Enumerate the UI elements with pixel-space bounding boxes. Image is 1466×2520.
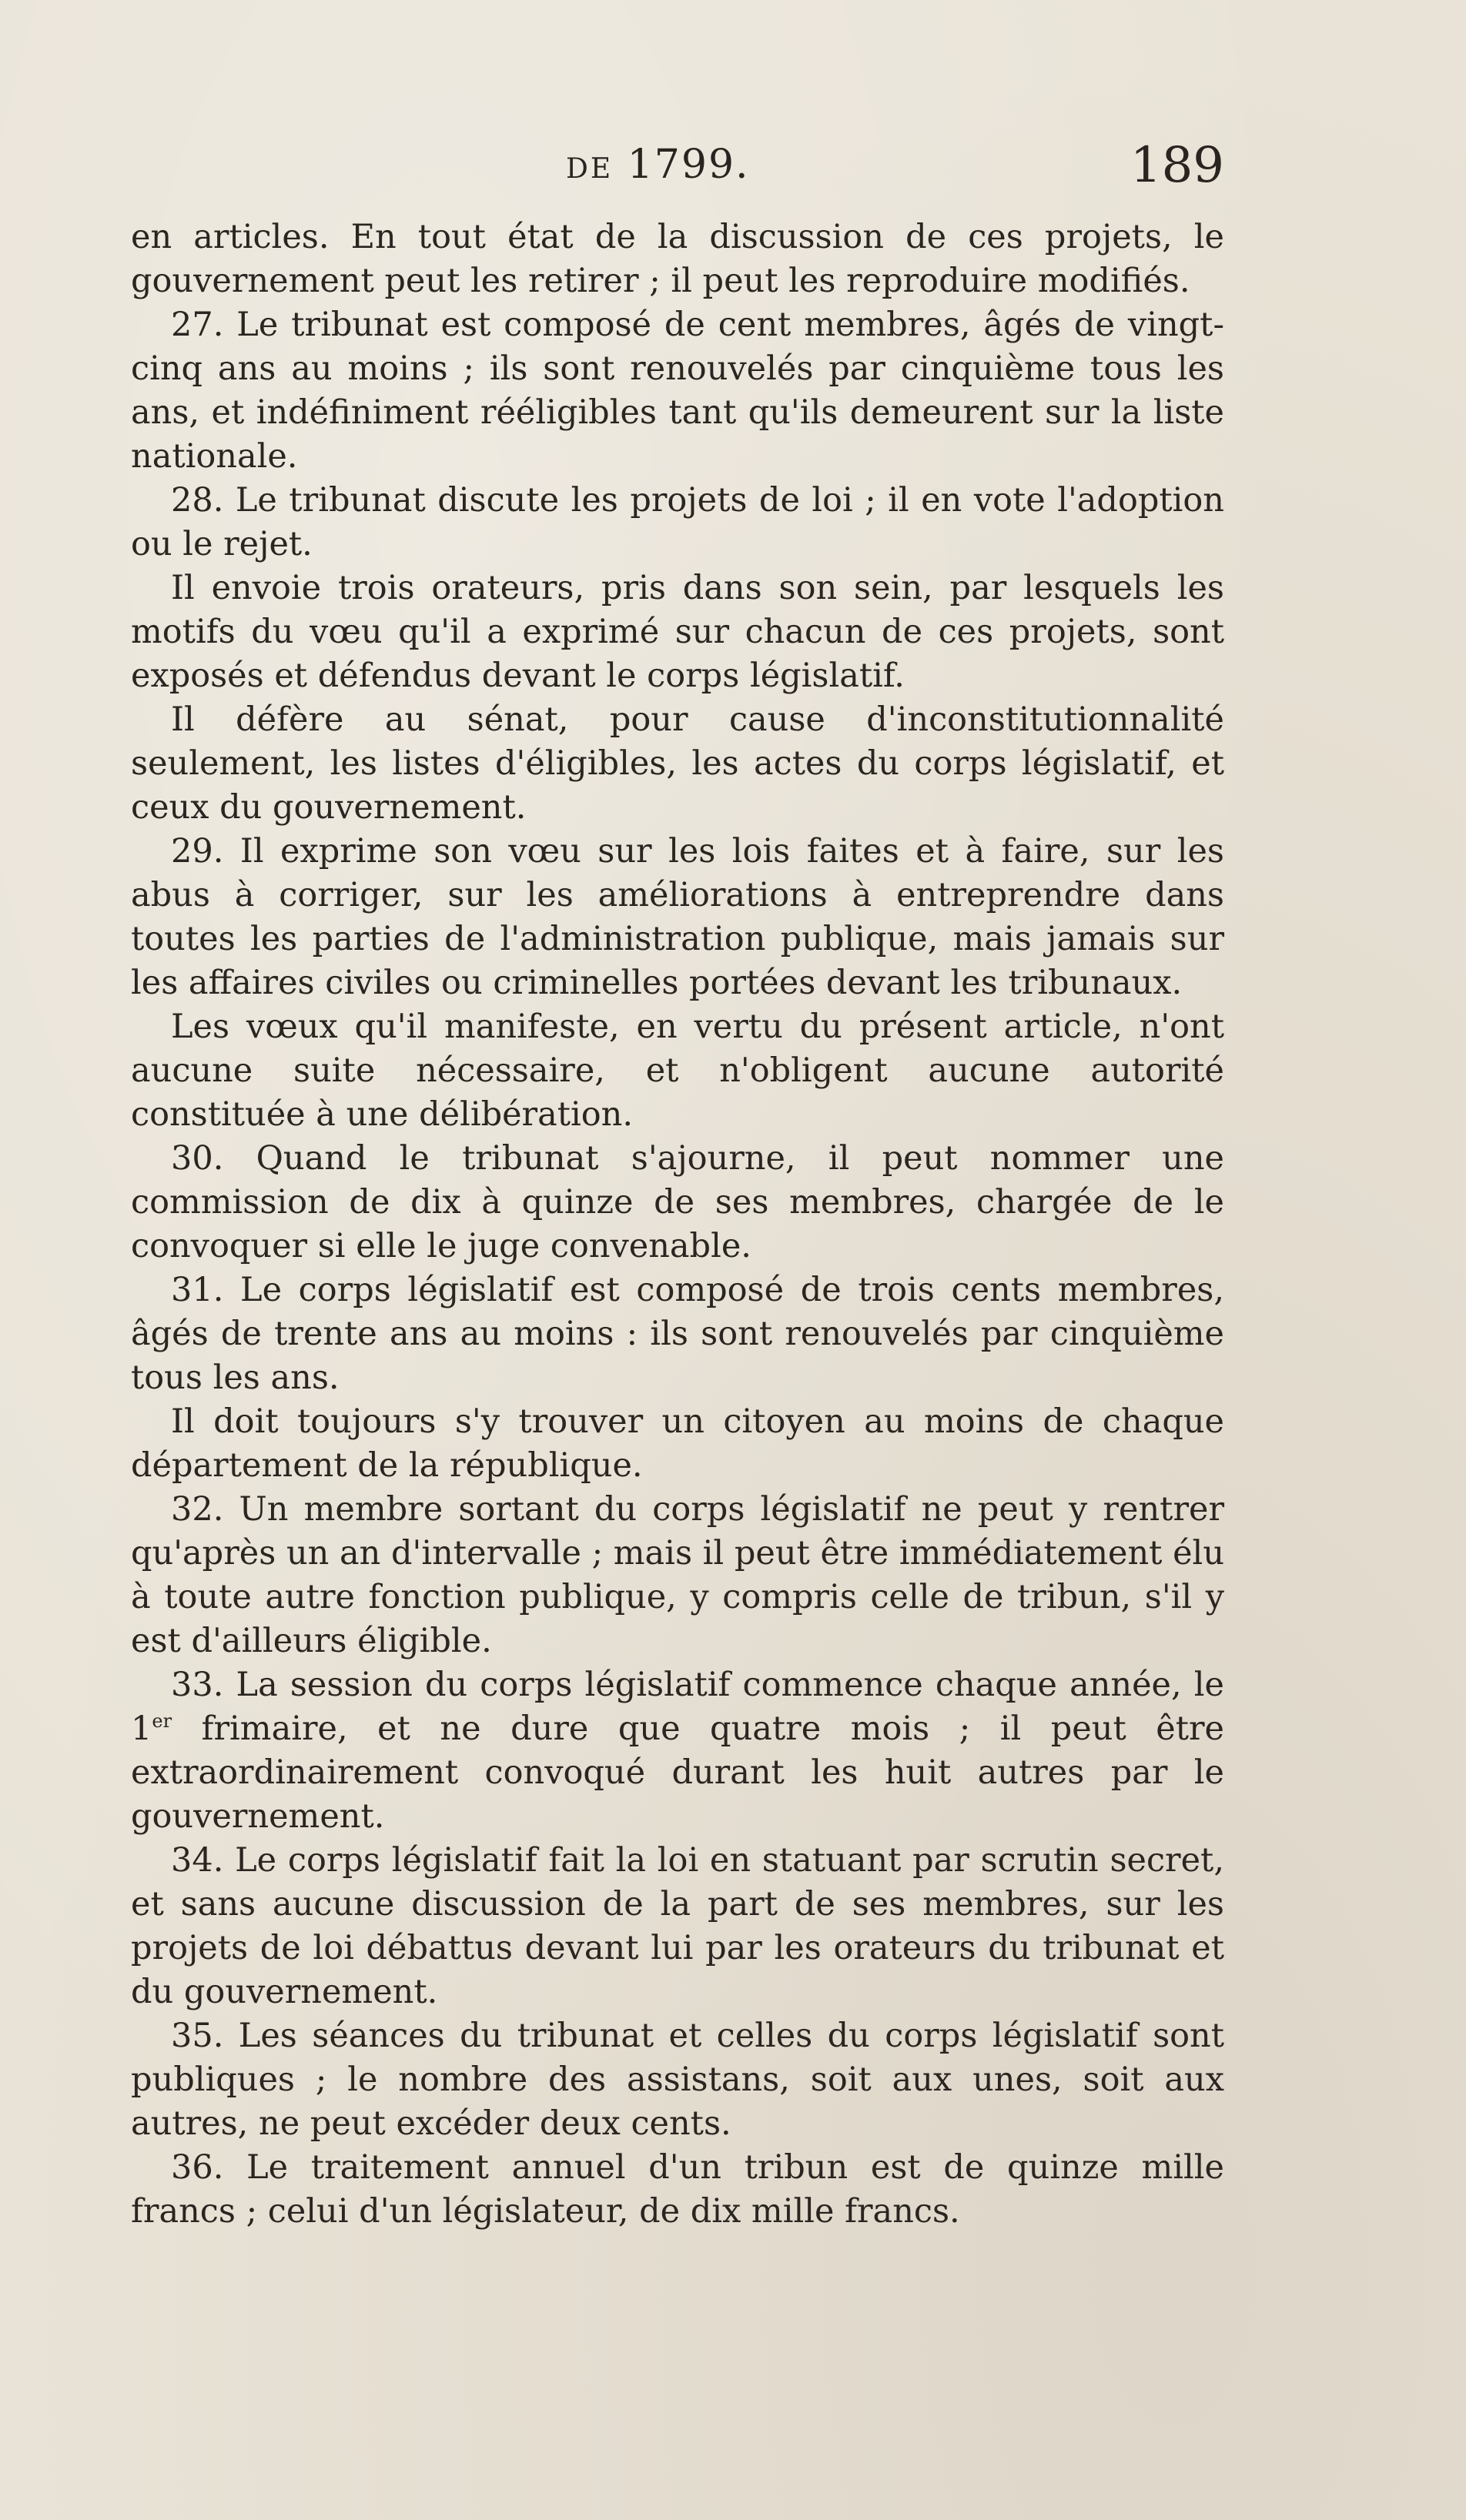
article-34: 34. Le corps législatif fait la loi en statuant par scrutin secret, et sans aucune discussion de la part de ses membres, sur les projets de loi débattus devant lui par les orateurs du tribunat et du gouvernement.	[131, 1841, 1224, 2011]
article-31-paragraph-2: Il doit toujours s'y trouver un citoyen au moins de chaque département de la république.	[131, 1402, 1224, 1485]
page-header	[131, 137, 1224, 194]
article-27: 27. Le tribunat est composé de cent membres, âgés de vingt-cinq ans au moins ; ils sont renouvelés par cinquième tous les ans, et indéfiniment rééligibles tant qu'ils demeurent sur la liste nationale.	[131, 306, 1224, 476]
article-31: 31. Le corps législatif est composé de trois cents membres, âgés de trente ans au moins : ils sont renouvelés par cinquième tous les ans.	[131, 1271, 1224, 1397]
paragraph-continuation: en articles. En tout état de la discussion de ces projets, le gouvernement peut les retirer ; il peut les reproduire modifiés.	[131, 218, 1224, 300]
running-head-prefix: DE	[566, 153, 614, 185]
page-number: 189	[1130, 137, 1224, 194]
article-28-paragraph-2: Il envoie trois orateurs, pris dans son sein, par lesquels les motifs du vœu qu'il a exprimé sur chacun de ces projets, sont exposés et défendus devant le corps législatif.	[131, 569, 1224, 695]
ordinal-superscript: er	[152, 1710, 172, 1732]
article-36: 36. Le traitement annuel d'un tribun est de quinze mille francs ; celui d'un législateur, de dix mille francs.	[131, 2148, 1224, 2231]
running-head-year: 1799.	[627, 142, 750, 188]
article-29-paragraph-2: Les vœux qu'il manifeste, en vertu du présent article, n'ont aucune suite nécessaire, et n'obligent aucune autorité constituée à une délibération.	[131, 1008, 1224, 1134]
running-head	[566, 142, 750, 188]
body-text	[131, 216, 1224, 2234]
article-30: 30. Quand le tribunat s'ajourne, il peut nommer une commission de dix à quinze de ses membres, chargée de le convoquer si elle le juge convenable.	[131, 1139, 1224, 1265]
article-33-text-start: 33. La session du corps législatif commence chaque année, le 1	[131, 1666, 1224, 1748]
article-33	[131, 1663, 1224, 1839]
article-28-paragraph-3: Il défère au sénat, pour cause d'inconstitutionnalité seulement, les listes d'éligibles, les actes du corps législatif, et ceux du gouvernement.	[131, 700, 1224, 827]
article-32: 32. Un membre sortant du corps législatif ne peut y rentrer qu'après un an d'intervalle ; mais il peut être immédiatement élu à toute autre fonction publique, y compris celle de tribun, s'il y est d'ailleurs éligible.	[131, 1490, 1225, 1660]
article-29: 29. Il exprime son vœu sur les lois faites et à faire, sur les abus à corriger, sur les améliorations à entreprendre dans toutes les parties de l'administration publique, mais jamais sur les affaires civiles ou criminelles portées devant les tribunaux.	[131, 832, 1224, 1002]
article-35: 35. Les séances du tribunat et celles du corps législatif sont publiques ; le nombre des assistans, soit aux unes, soit aux autres, ne peut excéder deux cents.	[131, 2017, 1224, 2143]
article-33-text-end: frimaire, et ne dure que quatre mois ; il peut être extraordinairement convoqué durant les huit autres par le gouvernement.	[131, 1710, 1224, 1836]
article-28: 28. Le tribunat discute les projets de loi ; il en vote l'adoption ou le rejet.	[131, 481, 1224, 563]
